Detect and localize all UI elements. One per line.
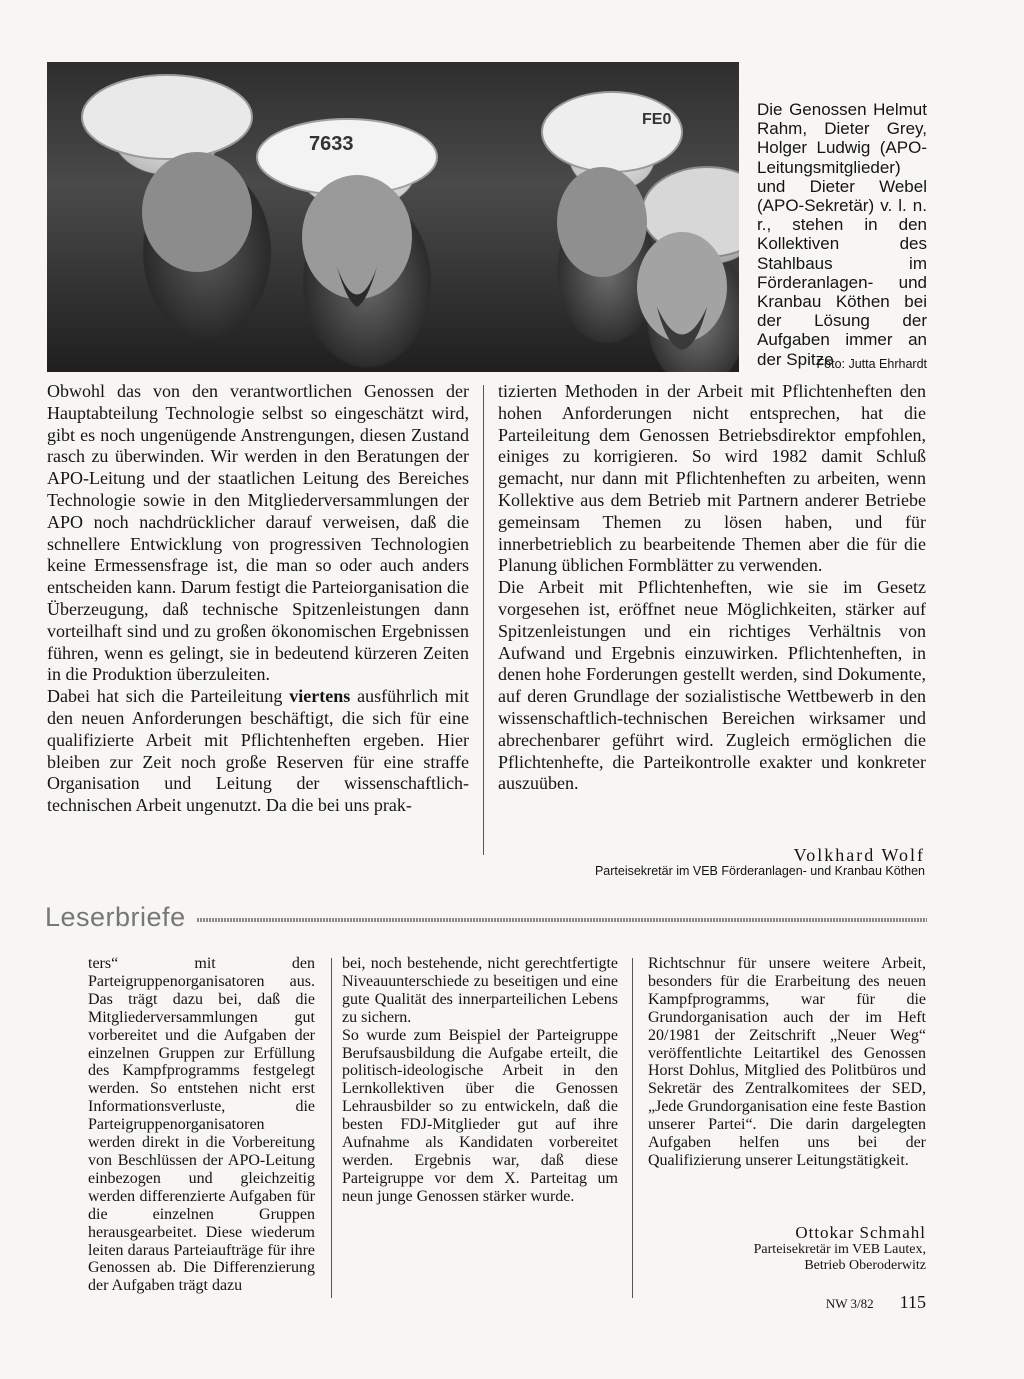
issue-label: NW 3/82 [825, 1296, 874, 1311]
letters-paragraph: So wurde zum Beispiel der Parteigruppe Berufsausbildung die Aufgabe erteilt, die politisch-ideologische Arbeit in den Lernkollektiven über die Genossen Lehrausbilder so zu entwickeln, daß die besten FDJ-Mitglieder gut auf ihre Aufnahme als Kandidaten vorbereitet werden. Ergebnis war, daß diese Parteigruppe vor dem X. Parteitag um neun junge Genossen stärker wurde. [342, 1026, 618, 1205]
letters-column-1 [88, 955, 315, 1295]
article-column-2 [498, 381, 926, 795]
photo-credit: Foto: Jutta Ehrhardt [816, 357, 927, 371]
letters-paragraph: Richtschnur für unsere weitere Arbeit, besonders für die Erarbeitung des neuen Kampfprogramms, war für die Grundorganisation auch der im Heft 20/1981 der Zeitschrift „Neuer Weg“ veröffentlichte Leitartikel des Genossen Horst Dohlus, Mitglied des Politbüros und Sekretär des Zentralkomitees der SED, „Jede Grundorganisation eine feste Bastion unserer Partei“. Die darin dargelegten Aufgaben helfen uns bei der Qualifizierung unserer Leitungstätigkeit. [648, 955, 926, 1169]
article-author: Volkhard Wolf [793, 845, 925, 865]
section-title: Leserbriefe [45, 902, 186, 932]
article-author-role: Parteisekretär im VEB Förderanlagen- und Kranbau Köthen [594, 864, 925, 878]
section-rule [197, 918, 927, 922]
letters-author-role: Parteisekretär im VEB Lautex, Betrieb Oberoderwitz [753, 1242, 926, 1273]
emphasis-viertens: viertens [289, 686, 351, 707]
page-number: 115 [899, 1292, 926, 1312]
column-divider [331, 958, 332, 1298]
column-divider [632, 958, 633, 1298]
article-column-1 [47, 381, 469, 817]
photo-illustration [47, 62, 739, 372]
helmet-mark-2: FE0 [642, 111, 672, 128]
article-paragraph: Obwohl das von den verantwortlichen Genossen der Hauptabteilung Technologie selbst so eingeschätzt wird, gibt es noch ungenügende Anstrengungen, diesen Zustand rasch zu überwinden. Wir werden in den Beratungen der APO-Leitung und der staatlichen Leitung des Bereiches Technologie sowie in den Mitgliederversammlungen der APO noch nachdrücklicher darauf verweisen, daß die schnellere Entwicklung von progressiven Technologien keine Ermessensfrage ist, die man so oder auch anders entscheiden kann. Darum festigt die Parteiorganisation die Überzeugung, daß technische Spitzenleistungen dann vorteilhaft sind und zu großen ökonomischen Ergebnissen führen, wenn es gelingt, sie in bedeutend kürzeren Zeiten in die Produktion überzuleiten. [47, 381, 469, 685]
letters-column-2 [342, 955, 618, 1206]
column-divider [483, 385, 484, 855]
letters-author: Ottokar Schmahl [795, 1223, 926, 1242]
article-photo [47, 62, 739, 372]
letters-paragraph: bei, noch bestehende, nicht gerechtfertigte Niveauunterschiede zu beseitigen und eine gute Qualität des innerparteilichen Lebens zu sichern. [342, 955, 618, 1026]
article-paragraph: Die Arbeit mit Pflichtenheften, wie sie im Gesetz vorgesehen ist, eröffnet neue Möglichkeiten, stärker auf Spitzenleistungen und ein richtiges Verhältnis von Aufwand und Ergebnis einzuwirken. Pflichtenheften, in denen hohe Forderungen gestellt werden, sind Dokumente, auf deren Grundlage der sozialistische Wettbewerb in den wissenschaftlich-technischen Bereichen wirksamer und abrechenbarer geführt wird. Zugleich ermöglichen die Pflichtenhefte, die Parteikontrolle exakter und konkreter auszuüben. [498, 577, 926, 794]
letters-column-3 [648, 955, 926, 1170]
article-paragraph: Dabei hat sich die Parteileitung viertens ausführlich mit den neuen Anforderungen beschäftigt, die sich für eine qualifizierte Arbeit mit Pflichtenheften ergeben. Hier bleiben zur Zeit noch große Reserven für eine straffe Organisation und Leitung der wissenschaftlich-technischen Arbeit ungenutzt. Da die bei uns prak- [47, 686, 469, 816]
helmet-mark-1: 7633 [309, 133, 354, 155]
article-paragraph: tizierten Methoden in der Arbeit mit Pflichtenheften den hohen Anforderungen nicht entsprechen, hat die Parteileitung dem Genossen Betriebsdirektor empfohlen, einiges zu korrigieren. So wird 1982 damit Schluß gemacht, nur dann mit Pflichtenheften zu arbeiten, wenn Kollektive aus dem Betrieb mit Partnern anderer Betriebe gemeinsam Themen zu lösen haben, und für innerbetrieblich zu bearbeitende Themen aber die für die Planung üblichen Formblätter zu verwenden. [498, 381, 926, 576]
letters-paragraph: ters“ mit den Parteigruppenorganisatoren aus. Das trägt dazu bei, daß die Mitgliederversammlungen gut vorbereitet und die Aufgaben der einzelnen Gruppen zur Erfüllung des Kampfprogramms festgelegt werden. So entstehen nicht erst Informationsverluste, die Parteigruppenorganisatoren werden direkt in die Vorbereitung von Beschlüssen der APO-Leitung einbezogen und gleichzeitig werden differenzierte Aufgaben für die einzelnen Gruppen herausgearbeitet. Diese wiederum leiten daraus Parteiaufträge für ihre Genossen ab. Die Differenzierung der Aufgaben trägt dazu [88, 955, 315, 1295]
photo-caption: Die Genossen Helmut Rahm, Dieter Grey, Holger Ludwig (APO-Leitungsmitglieder) und Dieter Webel (APO-Sekretär) v. l. n. r., stehen in den Kollektiven des Stahlbaus im Förderanlagen- und Kranbau Köthen bei der Lösung der Aufgaben immer an der Spitze [757, 100, 927, 369]
page-footer [780, 1292, 926, 1313]
